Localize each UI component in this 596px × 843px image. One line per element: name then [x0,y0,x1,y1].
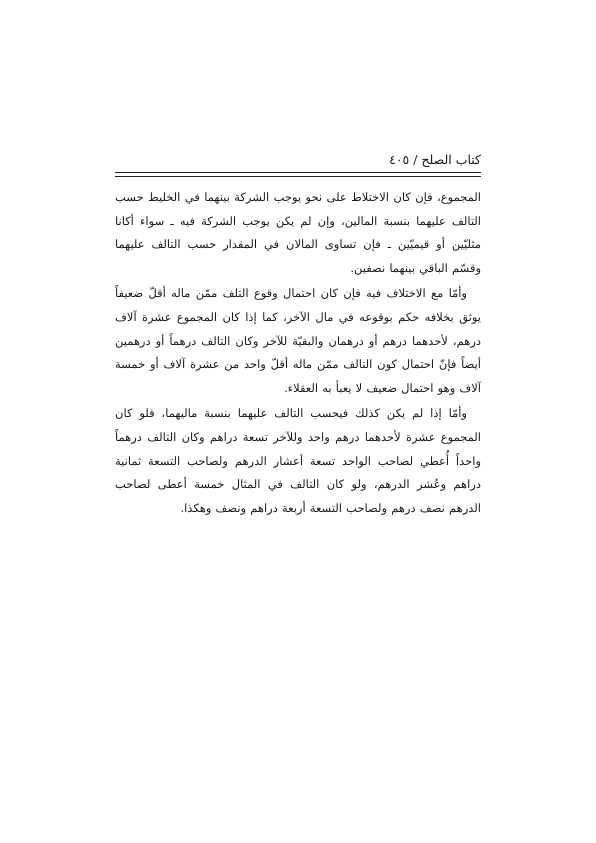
paragraph-1: المجموع، فإن كان الاختلاط على نحو يوجب الشركة بينهما في الخليط حسب التالف عليهما بنسبة المالين، وإن لم يكن يوجب الشركة فيه ـ سواء أكانا مثليّين أو قيميّين ـ فإن تساوى المالان في المقدار حسب التالف عليهما وقسّم الباقي بينهما نصفين. [115,190,481,275]
header-double-rule [115,172,481,177]
running-header: كتاب الصلح / ٤٠٥ [389,152,481,167]
paragraph-3: وأمّا إذا لم يكن كذلك فيحسب التالف عليهما بنسبة ماليهما، فلو كان المجموع عشرة لأحدهما درهم واحد وللآخر تسعة دراهم وكان التالف درهماً واحداً أُعطي لصاحب الواحد تسعة أعشار الدرهم ولصاحب التسعة ثمانية دراهم وعُشر الدرهم، ولو كان التالف في المثال خمسة أعطى لصاحب الدرهم نصف درهم ولصاحب التسعة أربعة دراهم ونصف وهكذا. [115,406,481,515]
body-text [115,186,481,522]
paragraph-2: وأمّا مع الاختلاف فيه فإن كان احتمال وقوع التلف ممّن ماله أقلّ ضعيفاً يوثق بخلافه حكم بوقوعه في مال الآخر، كما إذا كان المجموع عشرة آلاف درهم، لأحدهما درهم أو درهمان والبقيّة للآخر وكان التالف درهماً أو درهمين أيضاً فإنّ احتمال كون التالف ممّن ماله أقلّ واحد من عشرة آلاف أو خمسة آلاف وهو احتمال ضعيف لا يعبأ به العقلاء. [115,286,481,395]
